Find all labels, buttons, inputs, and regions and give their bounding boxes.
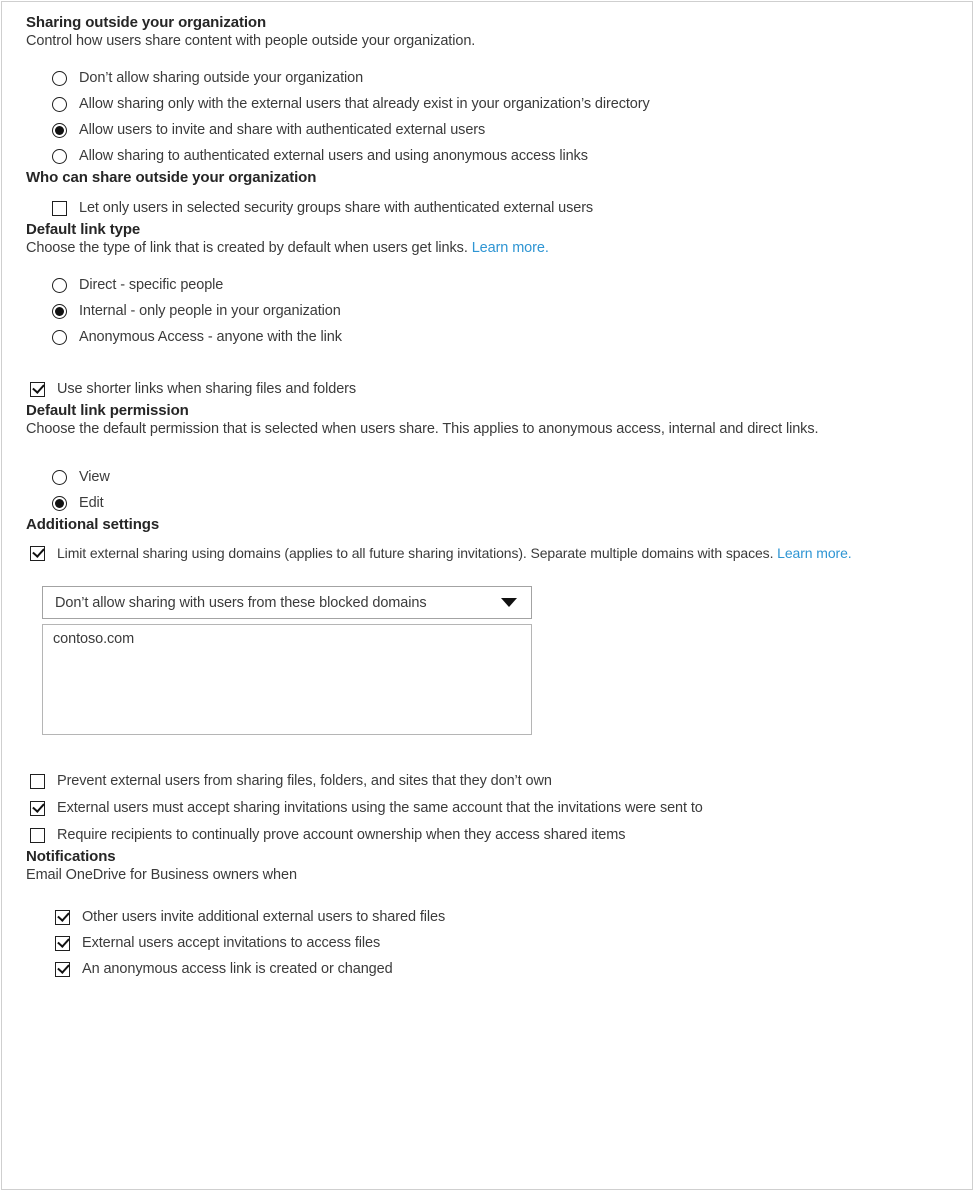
- notifications-description: Email OneDrive for Business owners when: [26, 867, 297, 883]
- radio-label: Anonymous Access - anyone with the link: [79, 329, 342, 345]
- invite-additional-users-checkbox-row[interactable]: [55, 904, 948, 930]
- radio-icon[interactable]: [52, 470, 67, 485]
- learn-more-link[interactable]: Learn more.: [471, 240, 549, 256]
- security-groups-checkbox-row[interactable]: [52, 195, 948, 221]
- blocked-domains-dropdown[interactable]: [42, 586, 532, 619]
- additional-settings-checkbox-group: [30, 768, 948, 848]
- checkbox-label: External users must accept sharing invitations using the same account that the invitations were sent to: [57, 800, 703, 816]
- default-link-type-radio-group: [52, 272, 948, 350]
- radio-option-anonymous-access[interactable]: [52, 324, 948, 350]
- checkbox-icon[interactable]: [30, 801, 45, 816]
- checkbox-label: Let only users in selected security groups share with authenticated external users: [79, 200, 594, 216]
- default-link-permission-description: Choose the default permission that is selected when users share. This applies to anonymous access, internal and direct links.: [26, 421, 819, 437]
- radio-option-existing-external-users[interactable]: [52, 91, 948, 117]
- default-link-permission-radio-group: [52, 464, 948, 516]
- checkbox-label: Require recipients to continually prove account ownership when they access shared items: [57, 827, 626, 843]
- notifications-title: Notifications: [26, 848, 116, 865]
- radio-icon[interactable]: [52, 278, 67, 293]
- radio-label: Allow users to invite and share with authenticated external users: [79, 122, 486, 138]
- radio-icon[interactable]: [52, 149, 67, 164]
- who-can-share-title: Who can share outside your organization: [26, 169, 317, 186]
- radio-label: Don’t allow sharing outside your organization: [79, 70, 364, 86]
- radio-option-dont-allow[interactable]: [52, 65, 948, 91]
- checkbox-icon[interactable]: [30, 774, 45, 789]
- dropdown-selected-value: Don’t allow sharing with users from these blocked domains: [55, 594, 427, 611]
- checkbox-icon[interactable]: [55, 962, 70, 977]
- accept-invitations-checkbox-row[interactable]: [55, 930, 948, 956]
- radio-option-internal[interactable]: [52, 298, 948, 324]
- default-link-permission-title: Default link permission: [26, 402, 189, 419]
- limit-domains-checkbox-row[interactable]: [30, 540, 948, 566]
- sharing-outside-radio-group: [52, 65, 948, 169]
- checkbox-icon[interactable]: [30, 828, 45, 843]
- prove-ownership-checkbox-row[interactable]: [30, 822, 948, 848]
- checkbox-label: Use shorter links when sharing files and folders: [57, 381, 357, 397]
- radio-icon[interactable]: [52, 123, 67, 138]
- radio-option-edit[interactable]: [52, 490, 948, 516]
- radio-icon[interactable]: [52, 330, 67, 345]
- anonymous-link-created-checkbox-row[interactable]: [55, 956, 948, 982]
- section-default-link-permission: [26, 402, 948, 516]
- radio-icon[interactable]: [52, 304, 67, 319]
- radio-option-view[interactable]: [52, 464, 948, 490]
- radio-label: Allow sharing only with the external users that already exist in your organization’s directory: [79, 96, 650, 112]
- shorter-links-checkbox-row[interactable]: [30, 376, 948, 402]
- section-sharing-outside: [26, 14, 948, 169]
- checkbox-label: External users accept invitations to access files: [82, 935, 381, 951]
- checkbox-label: [57, 545, 852, 561]
- accept-same-account-checkbox-row[interactable]: [30, 795, 948, 821]
- checkbox-label: An anonymous access link is created or changed: [82, 961, 393, 977]
- section-additional-settings: [26, 516, 948, 848]
- radio-option-anonymous-links[interactable]: [52, 143, 948, 169]
- radio-icon[interactable]: [52, 97, 67, 112]
- blocked-domains-textarea[interactable]: [42, 624, 532, 735]
- section-who-can-share: [26, 169, 948, 221]
- default-link-type-title: Default link type: [26, 221, 141, 238]
- checkbox-icon[interactable]: [55, 936, 70, 951]
- checkbox-label: Other users invite additional external users to shared files: [82, 909, 446, 925]
- checkbox-icon[interactable]: [52, 201, 67, 216]
- checkbox-icon[interactable]: [55, 910, 70, 925]
- radio-label: Allow sharing to authenticated external users and using anonymous access links: [79, 148, 588, 164]
- radio-option-direct[interactable]: [52, 272, 948, 298]
- radio-label: Internal - only people in your organization: [79, 303, 341, 319]
- section-default-link-type: [26, 221, 948, 402]
- sharing-outside-description: Control how users share content with people outside your organization.: [26, 33, 476, 49]
- sharing-outside-title: Sharing outside your organization: [26, 14, 267, 31]
- radio-label: View: [79, 469, 110, 485]
- radio-option-invite-authenticated[interactable]: [52, 117, 948, 143]
- checkbox-label: Prevent external users from sharing files, folders, and sites that they don’t own: [57, 773, 552, 789]
- prevent-external-sharing-checkbox-row[interactable]: [30, 768, 948, 794]
- sharing-settings-panel: [1, 1, 973, 1190]
- default-link-type-description: [26, 239, 948, 257]
- checkbox-icon[interactable]: [30, 382, 45, 397]
- radio-label: Direct - specific people: [79, 277, 224, 293]
- learn-more-link[interactable]: Learn more.: [777, 545, 852, 561]
- description-text: Choose the type of link that is created by default when users get links.: [26, 240, 468, 256]
- notifications-checkbox-group: [55, 904, 948, 982]
- checkbox-label-text: Limit external sharing using domains (applies to all future sharing invitations). Separate multiple domains with spaces.: [57, 545, 774, 561]
- section-notifications: [26, 848, 948, 982]
- dropdown-caret-icon: [501, 598, 517, 607]
- radio-icon[interactable]: [52, 71, 67, 86]
- radio-icon[interactable]: [52, 496, 67, 511]
- additional-settings-title: Additional settings: [26, 516, 160, 533]
- radio-label: Edit: [79, 495, 104, 511]
- checkbox-icon[interactable]: [30, 546, 45, 561]
